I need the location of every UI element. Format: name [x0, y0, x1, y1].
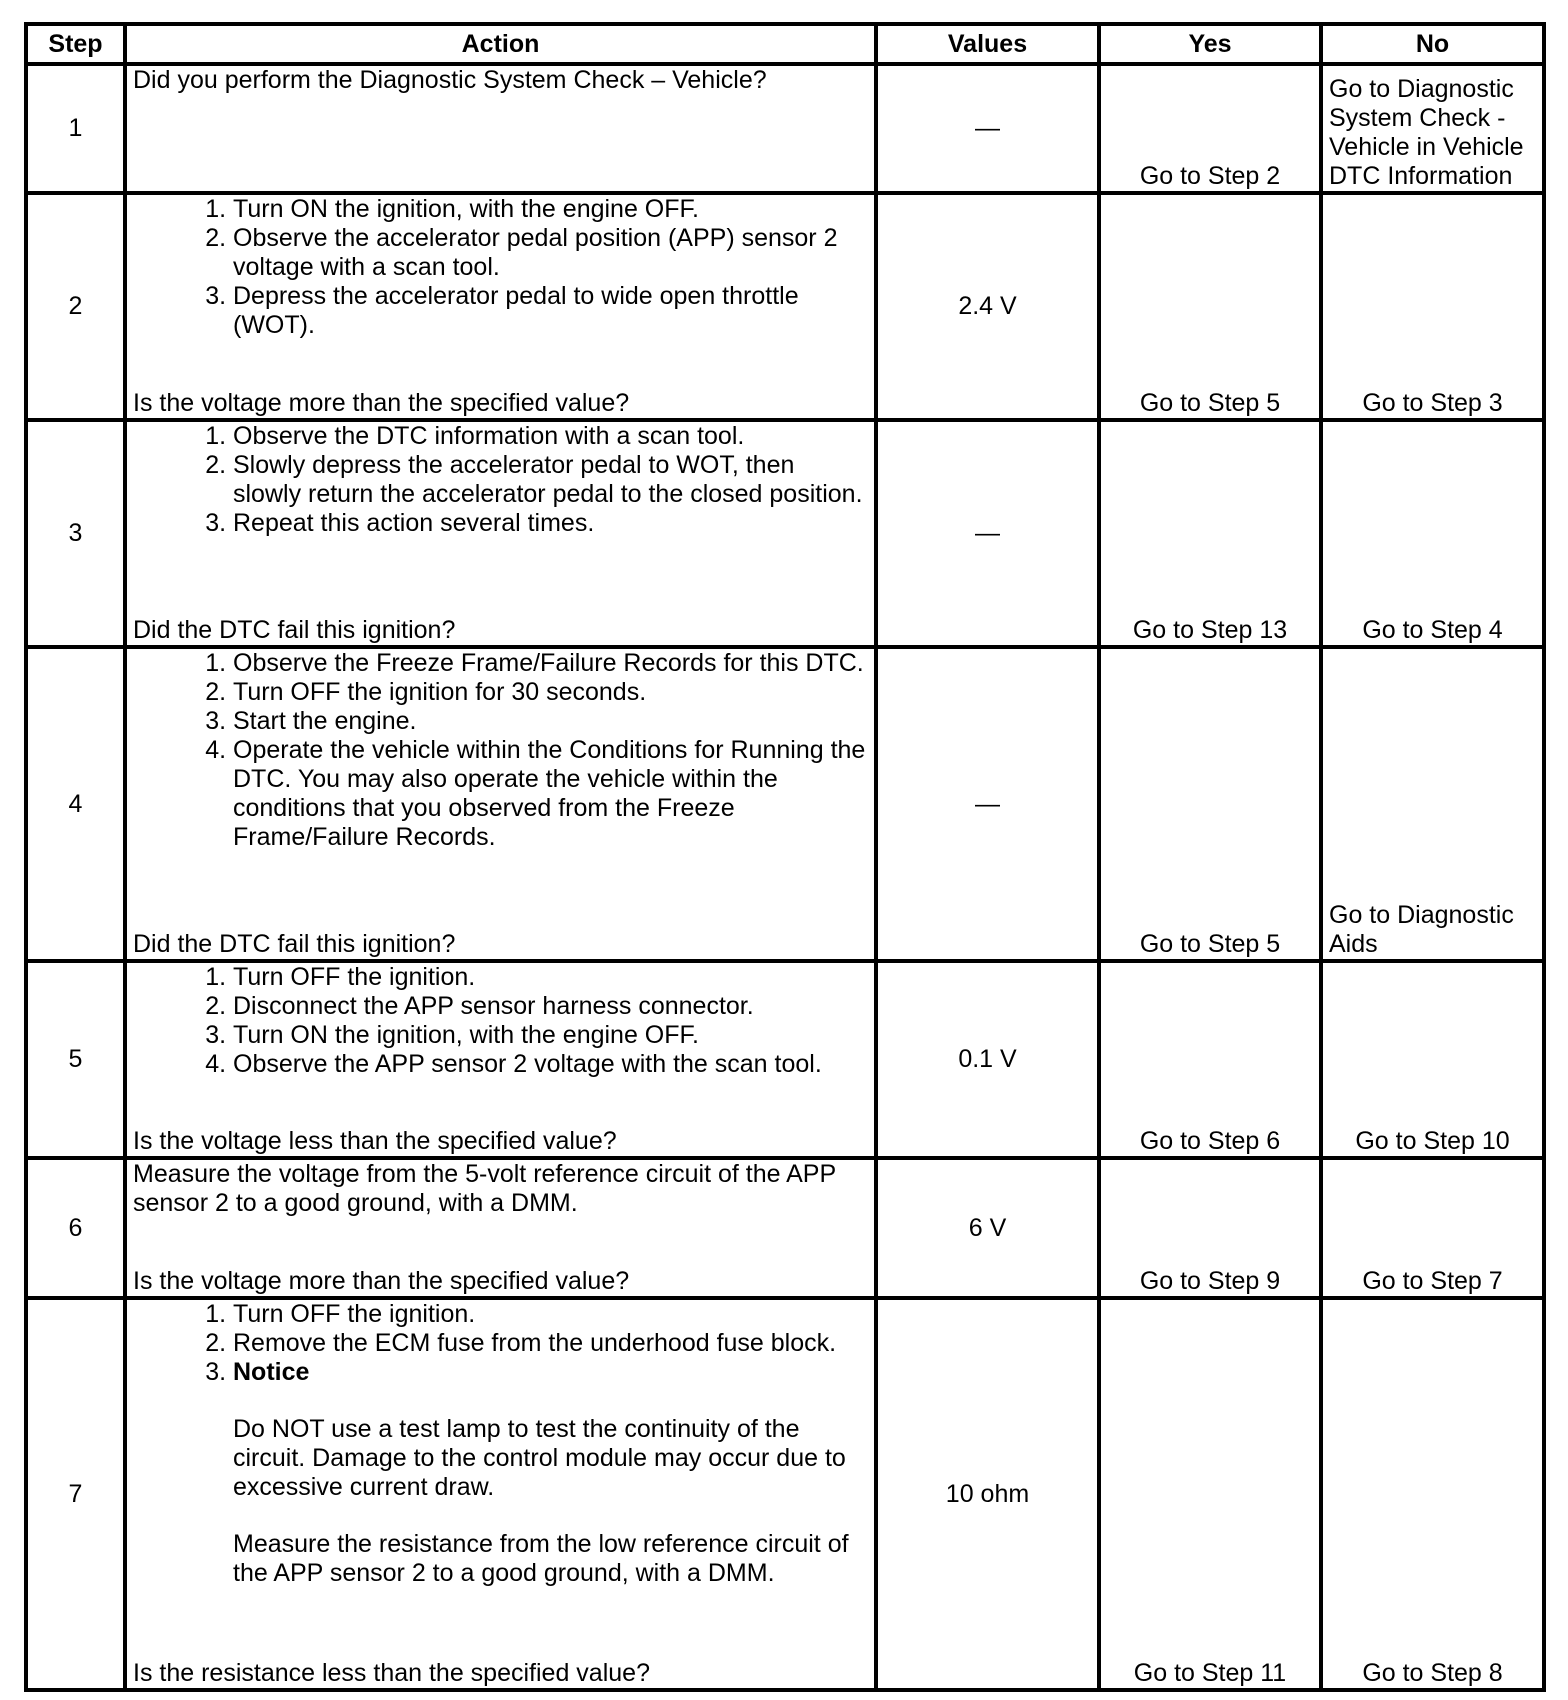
action-list-item: 3. Start the engine.	[233, 707, 868, 736]
action-list	[133, 422, 868, 538]
header-step: Step	[26, 24, 125, 64]
action-list-item: 2. Turn OFF the ignition for 30 seconds.	[233, 678, 868, 707]
action-cell	[125, 420, 876, 647]
step-number: 3	[26, 420, 125, 647]
table-row	[26, 420, 1544, 647]
action-list-item: 4. Operate the vehicle within the Conditions for Running the DTC. You may also operate the vehicle within the conditions that you observed from the Freeze Frame/Failure Records.	[233, 736, 868, 852]
value-cell: 0.1 V	[876, 961, 1099, 1158]
step-number: 1	[26, 64, 125, 193]
yes-cell: Go to Step 5	[1099, 647, 1321, 961]
action-list	[133, 649, 868, 852]
diagnostic-table	[24, 22, 1546, 1692]
action-list-item: 1. Turn OFF the ignition.	[233, 1300, 868, 1329]
value-cell: —	[876, 647, 1099, 961]
no-cell: Go to Step 7	[1321, 1158, 1544, 1298]
action-list-item: 1. Observe the DTC information with a scan tool.	[233, 422, 868, 451]
step-number: 2	[26, 193, 125, 420]
notice-action: Measure the resistance from the low reference circuit of the APP sensor 2 to a good ground, with a DMM.	[233, 1530, 849, 1587]
action-cell	[125, 647, 876, 961]
header-yes: Yes	[1099, 24, 1321, 64]
action-instruction: Measure the voltage from the 5-volt reference circuit of the APP sensor 2 to a good ground, with a DMM.	[133, 1160, 836, 1217]
action-cell	[125, 1158, 876, 1298]
value-cell: —	[876, 64, 1099, 193]
step-number: 7	[26, 1298, 125, 1690]
action-list-item: 3. Turn ON the ignition, with the engine OFF.	[233, 1021, 868, 1050]
action-cell	[125, 64, 876, 193]
action-list-item-notice	[233, 1358, 868, 1588]
action-question: Did you perform the Diagnostic System Check – Vehicle?	[133, 66, 767, 94]
header-row	[26, 24, 1544, 64]
action-list-item: 2. Slowly depress the accelerator pedal to WOT, then slowly return the accelerator pedal to the closed position.	[233, 451, 868, 509]
no-cell: Go to Step 3	[1321, 193, 1544, 420]
value-cell: 2.4 V	[876, 193, 1099, 420]
step-number: 6	[26, 1158, 125, 1298]
action-question: Is the voltage more than the specified value?	[133, 1267, 630, 1295]
yes-cell: Go to Step 13	[1099, 420, 1321, 647]
no-cell: Go to Diagnostic Aids	[1321, 647, 1544, 961]
table-row	[26, 64, 1544, 193]
action-list-item: 4. Observe the APP sensor 2 voltage with the scan tool.	[233, 1050, 868, 1079]
table-row	[26, 961, 1544, 1158]
action-list	[133, 195, 868, 340]
no-cell: Go to Step 4	[1321, 420, 1544, 647]
yes-cell: Go to Step 9	[1099, 1158, 1321, 1298]
notice-text: Do NOT use a test lamp to test the continuity of the circuit. Damage to the control module may occur due to excessive current draw.	[233, 1415, 846, 1501]
table-row	[26, 1298, 1544, 1690]
action-cell	[125, 961, 876, 1158]
table-row	[26, 647, 1544, 961]
table-row	[26, 193, 1544, 420]
action-list-item: 1. Observe the Freeze Frame/Failure Records for this DTC.	[233, 649, 868, 678]
action-list-item: 3. Repeat this action several times.	[233, 509, 868, 538]
action-list-item: 2. Remove the ECM fuse from the underhood fuse block.	[233, 1329, 868, 1358]
action-list-item: 1. Turn OFF the ignition.	[233, 963, 868, 992]
value-cell: 10 ohm	[876, 1298, 1099, 1690]
table-header	[26, 24, 1544, 64]
action-cell	[125, 1298, 876, 1690]
notice-title: Notice	[233, 1358, 310, 1386]
yes-cell: Go to Step 11	[1099, 1298, 1321, 1690]
action-list	[133, 963, 868, 1079]
header-no: No	[1321, 24, 1544, 64]
table-body	[26, 64, 1544, 1690]
action-question: Is the voltage more than the specified value?	[133, 389, 630, 417]
table-row	[26, 1158, 1544, 1298]
action-list-item: 2. Observe the accelerator pedal position (APP) sensor 2 voltage with a scan tool.	[233, 224, 868, 282]
action-list-item: 2. Disconnect the APP sensor harness connector.	[233, 992, 868, 1021]
value-cell: 6 V	[876, 1158, 1099, 1298]
header-action: Action	[125, 24, 876, 64]
yes-cell: Go to Step 5	[1099, 193, 1321, 420]
action-question: Is the resistance less than the specified value?	[133, 1659, 650, 1687]
action-list-item: 3. Depress the accelerator pedal to wide open throttle (WOT).	[233, 282, 868, 340]
step-number: 5	[26, 961, 125, 1158]
action-cell	[125, 193, 876, 420]
action-question: Did the DTC fail this ignition?	[133, 930, 456, 958]
no-cell: Go to Step 10	[1321, 961, 1544, 1158]
action-question: Did the DTC fail this ignition?	[133, 616, 456, 644]
header-values: Values	[876, 24, 1099, 64]
action-list-item: 1. Turn ON the ignition, with the engine OFF.	[233, 195, 868, 224]
no-cell: Go to Diagnostic System Check - Vehicle in Vehicle DTC Information	[1321, 64, 1544, 193]
step-number: 4	[26, 647, 125, 961]
value-cell: —	[876, 420, 1099, 647]
no-cell: Go to Step 8	[1321, 1298, 1544, 1690]
yes-cell: Go to Step 6	[1099, 961, 1321, 1158]
yes-cell: Go to Step 2	[1099, 64, 1321, 193]
action-list	[133, 1300, 868, 1588]
action-question: Is the voltage less than the specified value?	[133, 1127, 617, 1155]
